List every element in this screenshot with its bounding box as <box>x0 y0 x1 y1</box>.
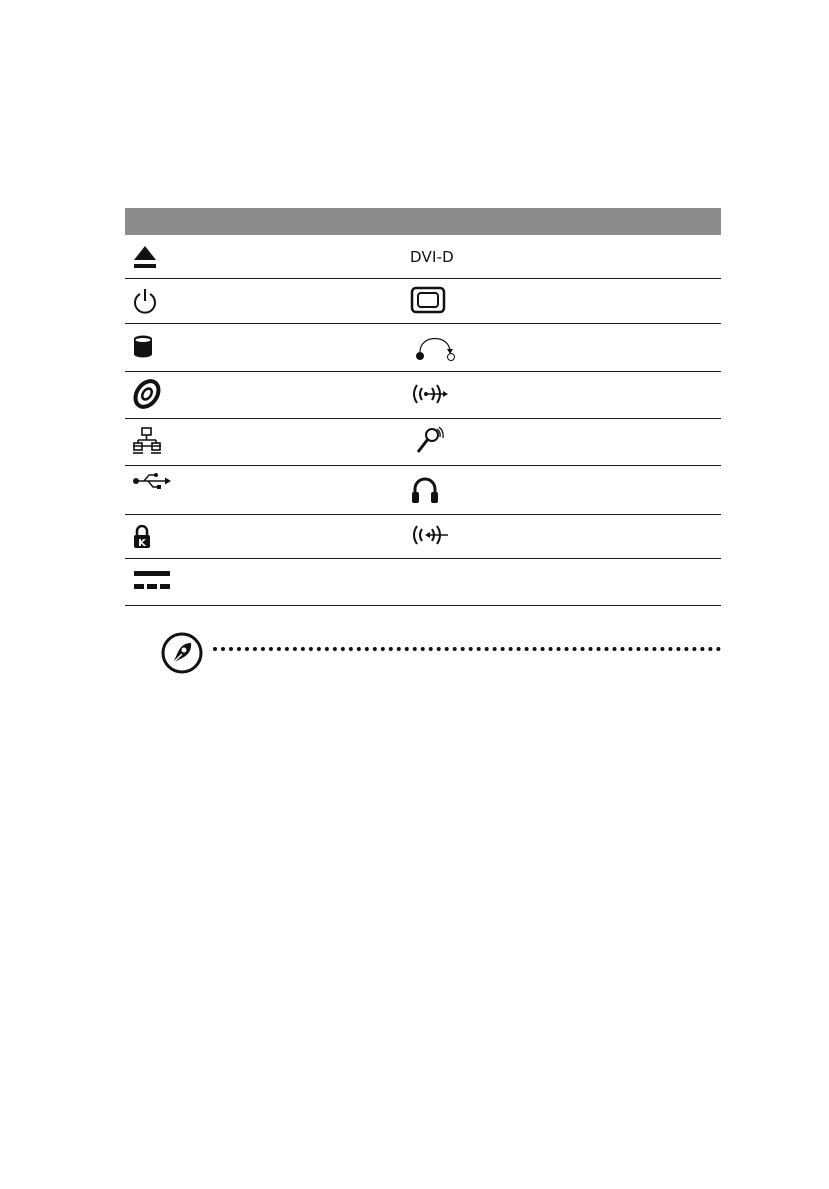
line-out-icon <box>410 382 450 406</box>
usb-icon <box>132 472 172 490</box>
power-icon <box>132 287 158 315</box>
table-header-bar <box>125 208 721 235</box>
table-row <box>125 419 721 466</box>
table-row <box>125 235 721 279</box>
table-row <box>125 466 721 515</box>
svg-text:K: K <box>138 538 146 549</box>
memory-card-icon <box>132 569 172 593</box>
vga-monitor-icon <box>410 286 446 314</box>
hdd-icon <box>132 334 154 360</box>
serial-port-icon <box>410 332 458 362</box>
optical-disc-icon <box>132 377 162 411</box>
note-divider <box>213 647 721 651</box>
table-row <box>125 372 721 419</box>
dvi-d-label <box>410 247 454 266</box>
headphones-icon <box>410 475 440 505</box>
table-row <box>125 324 721 372</box>
note-block <box>160 632 725 674</box>
line-in-icon <box>410 523 450 547</box>
table-row <box>125 515 721 559</box>
table-row <box>125 279 721 324</box>
icon-table <box>125 208 721 606</box>
dvi-d-text: DVI-D <box>410 248 454 266</box>
kensington-lock-icon <box>132 525 152 549</box>
eject-icon <box>132 244 158 270</box>
note-pen-icon <box>160 632 204 678</box>
network-icon <box>132 426 162 456</box>
table-row <box>125 559 721 606</box>
microphone-icon <box>410 426 444 458</box>
